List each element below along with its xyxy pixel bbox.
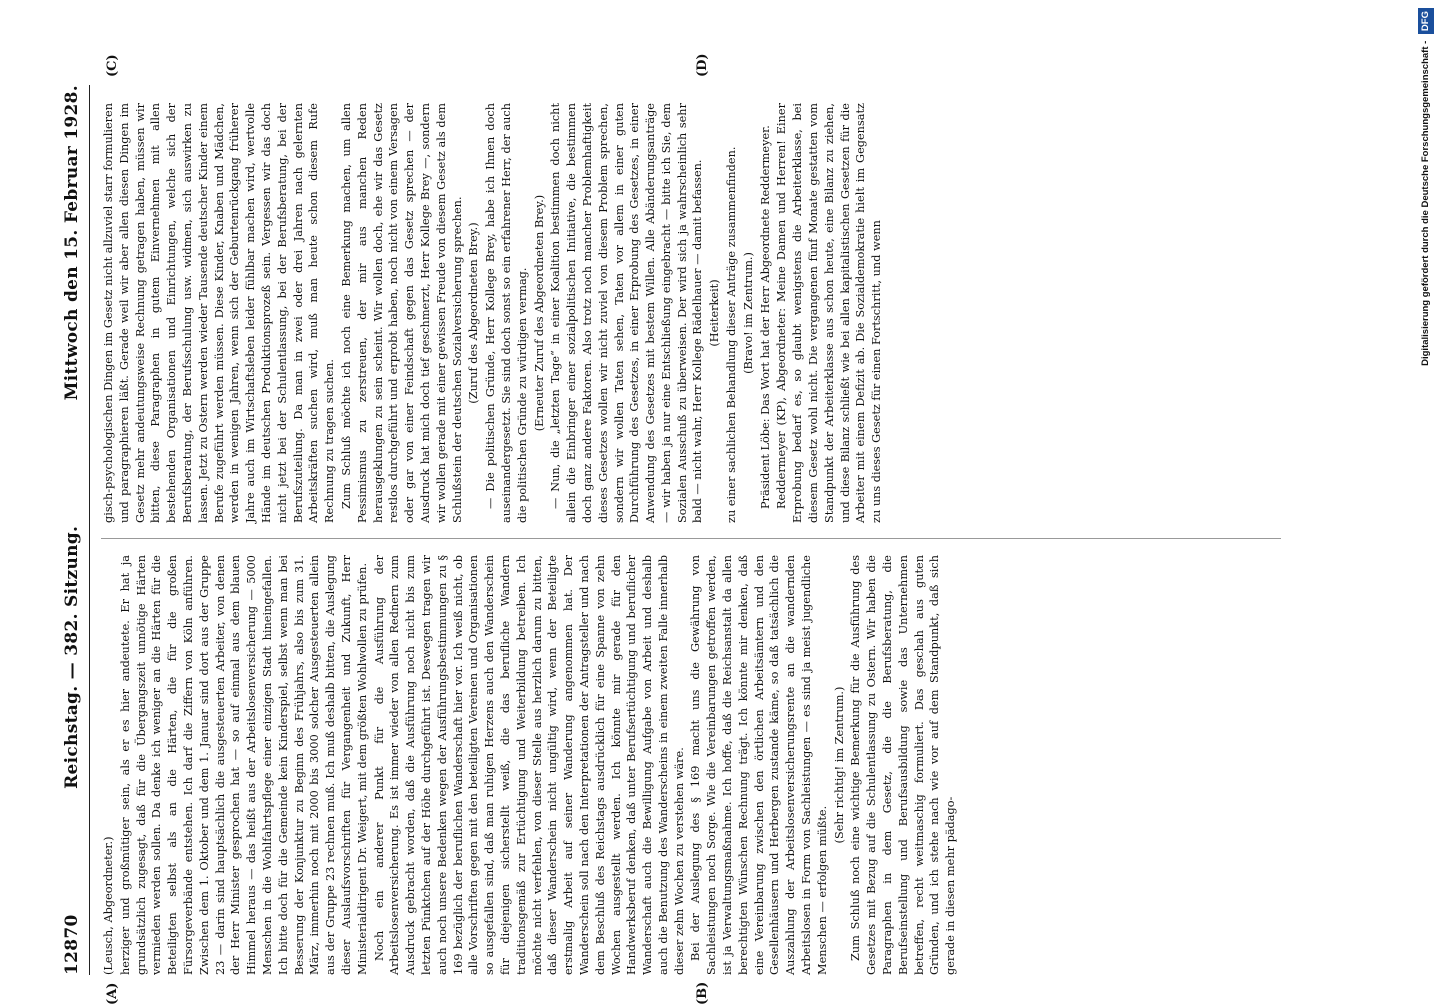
margin-marker-a: (A): [105, 982, 120, 1005]
paragraph: — Nun, die „letzten Tage“ in einer Koalition bestimmen doch nicht allein die Einbringer einer sozialpolitischen Initiative, die bestimmen doch ganz andere Faktoren. Also trotz noch mancher Problemhaftigkeit dieses Gesetzes wollen wir nicht zuviel von diesem Problem sprechen, sondern wir wollen Taten sehen, Taten vor allem in einer guten Durchführung des Gesetzes, in einer Erprobung des Gesetzes, in einer Anwendung des Gesetzes mit bestem Willen. Alle Abänderungsanträge — wir haben ja nur eine Entschließung eingebracht — bitte ich Sie, dem Sozialen Ausschuß zu überweisen. Der wird sich ja wahrscheinlich sehr bald — nicht wahr, Herr Kollege Rädelhauer — damit befassen.: [549, 103, 705, 523]
margin-marker-c: (C): [105, 54, 120, 77]
paragraph: gisch-psychologischen Dingen im Gesetz nicht allzuviel starr formulieren und paragraphieren läßt. Gerade weil wir aber allen diesen Dingen im Gesetz mehr andeutungsweise Rechnung getragen haben, müssen wir bitten, diese Paragraphen in gutem Einvernehmen mit allen bestehenden Organisationen und Einrichtungen, welche sich der Berufsberatung, der Berufsschulung usw. widmen, sich auswirken zu lassen. Jetzt zu Ostern werden wieder Tausende deutscher Kinder einem Berufe zugeführt werden müssen. Diese Kinder, Knaben und Mädchen, werden in wenigen Jahren, wenn sich der Geburtenrückgang früherer Jahre auch im Wirtschaftsleben leider fühlbar machen wird, wertvolle Hände im deutschen Produktionsprozeß sein. Vergessen wir das doch nicht jetzt bei der Schulentlassung, bei der Berufsberatung, bei der Berufszuteilung. Da man in zwei oder drei Jahren nach gelernten Arbeitskräften suchen wird, muß man heute schon diesem Rufe Rechnung zu tragen suchen.: [102, 103, 337, 523]
paragraph: — Die politischen Gründe, Herr Kollege Brey, habe ich Ihnen doch auseinandergesetzt. Sie sind doch sonst so ein erfahrener Herr, der auch die politischen Gründe zu würdigen vermag.: [484, 103, 529, 523]
paragraph: Zum Schluß noch eine wichtige Bemerkung für die Ausführung des Gesetzes mit Bezug auf die Schulentlassung zu Ostern. Wir haben die Paragraphen in dem Gesetz, die die Berufsberatung, die Berufseinstellung und Berufsausbildung sowie das Unternehmen betreffen, recht weitmaschig formuliert. Das geschah aus guten Gründen, und ich stehe nach wie vor auf dem Standpunkt, daß sich gerade in diesen mehr pädago-: [849, 555, 958, 975]
right-column: [101, 103, 886, 523]
interjection: (Heiterkeit): [708, 279, 722, 347]
session-date: Mittwoch den 15. Februar 1928.: [62, 85, 82, 401]
speaker-paragraph: Präsident Löbe: Das Wort hat der Herr Abgeordnete Reddermeyer.: [758, 125, 772, 509]
page-number: 12870: [62, 914, 82, 975]
speaker-line: (Leusch, Abgeordneter.): [102, 836, 115, 975]
interjection: (Bravo! im Zentrum.): [741, 252, 755, 374]
page-header: [55, 85, 90, 975]
digitization-credit: [1418, 8, 1434, 992]
paragraph: zu einer sachlichen Behandlung dieser Anträge zusammenfinden.: [725, 146, 739, 523]
rotated-print-area: [55, 53, 1315, 1005]
paragraph: Bei der Auslegung des § 169 macht uns die Gewährung von Sachleistungen noch Sorge. Wie die Vereinbarungen getroffen werden, ist ja Verwaltungsmaßnahme. Ich hoffe, daß die Reichsanstalt da allen berechtigten Wünschen Rechnung trägt. Ich könnte mir denken, daß eine Vereinbarung zwischen den örtlichen Arbeitsämtern und den Gesellenhäusern und Herbergen zustande käme, so daß tatsächlich die Auszahlung der Arbeitslosenversicherungsrente an die wandernden Arbeitslosen in Form von Sachleistungen — es sind ja meist jugendliche Menschen — erfolgen müßte.: [689, 555, 829, 975]
paragraph: Zum Schluß möchte ich noch eine Bemerkung machen, um allen Pessimismus zu zerstreuen, der mir aus manchen Reden herausgeklungen zu sein scheint. Wir wollen doch, ehe wir das Gesetz restlos durchgeführt und erprobt haben, noch nicht von einem Versagen oder gar von einer Feindschaft gegen das Gesetz sprechen — der Ausdruck hat mich doch tief geschmerzt, Herr Kollege Brey —, sondern wir wollen gerade mit einer gewissen Freude von diesem Gesetz als dem Schlußstein der deutschen Sozialversicherung sprechen.: [339, 103, 464, 523]
margin-marker-d: (D): [695, 53, 710, 77]
interjection: (Erneuter Zuruf des Abgeordneten Brey.): [532, 194, 546, 432]
paragraph: Noch ein anderer Punkt für die Ausführung der Arbeitslosenversicherung. Es ist immer wieder von allen Rednern zum Ausdruck gebracht worden, daß die Ausführung noch nicht bis zum letzten Pünktchen auf der Höhe durchgeführt ist. Deswegen tragen wir auch noch unsere Bedenken wegen der Ausführungsbestimmungen zu § 169 bezüglich der beruflichen Wanderschaft hier vor. Ich weiß nicht, ob alle Vorschriften gegen mit den beteiligten Vereinen und Organisationen so ausgefallen sind, daß man ruhigen Herzens auch den Wanderschein für diejenigen sicherstellt weiß, die das berufliche Wandern traditionsgemäß zur Ertüchtigung und Weiterbildung betreiben. Ich möchte nicht verfehlen, von dieser Stelle aus herzlich darum zu bitten, daß dieser Wanderschein nicht ungültig wird, wenn der Beteiligte erstmalig Arbeit auf seiner Wanderung angenommen hat. Der Wanderschein soll nach den Interpretationen der Antragsteller und nach dem Beschluß des Reichstags ausdrücklich für eine Spanne von zehn Wochen ausgestellt werden. Ich könnte mir gerade für den Handwerksberuf denken, daß unter Berufsertüchtigung und beruflicher Wanderschaft auch die Bewilligung Aufgabe von Arbeit und deshalb auch die Benutzung des Wanderscheins in einem zweiten Falle innerhalb dieser zehn Wochen zu verstehen wäre.: [372, 555, 686, 975]
credit-text: Digitalisierung gefördert durch die Deutsche Forschungsgemeinschaft -: [1420, 40, 1431, 366]
paragraph: herziger und großmütiger sein, als er es hier andeutete. Er hat ja grundsätzlich zugesagt, daß für die Übergangszeit unnötige Härten vermieden werden sollen. Da denke ich weniger an die Härten für die Beteiligten selbst als an die Härten, die für die großen Fürsorgeverbände entstehen. Ich darf die Ziffern von Köln anführen. Zwischen dem 1. Oktober und dem 1. Januar sind dort aus der Gruppe 23 — darin sind hauptsächlich die ausgesteuerten Arbeiter, von denen der Herr Minister gesprochen hat — so auf einmal aus dem blauen Himmel heraus — das heißt aus der Arbeitslosenversicherung — 5000 Menschen in die Wohlfahrtspflege einer einzigen Stadt hineingefallen. Ich bitte doch für die Gemeinde kein Kinderspiel, selbst wenn man bei Besserung der Konjunktur zu Beginn des Frühjahrs, also bis zum 31. März, immerhin noch mit 2000 bis 3000 solcher Ausgesteuerten allein aus der Gruppe 23 rechnen muß. Ich muß deshalb bitten, die Auslegung dieser Auslaufsvorschriften für Vergangenheit und Zukunft, Herr Ministerialdirigent Dr. Weigert, mit dem größten Wohlwollen zu prüfen.: [118, 555, 369, 975]
interjection: (Zuruf des Abgeordneten Brey.): [467, 222, 481, 404]
speaker-paragraph: Reddermeyer (KP), Abgeordneter: Meine Damen und Herren! Einer Erprobung bedarf es, so glaubt wenigstens die Arbeiterklasse, bei diesem Gesetz wohl nicht. Die vergangenen fünf Monate gestatten vom Standpunkt der Arbeiterklasse aus schon heute, eine Bilanz zu ziehen, und diese Bilanz schließt wie bei allen kapitalistischen Gesetzen für die Arbeiter mit einem Defizit ab. Die Sozialdemokratie hielt im Gegensatz zu uns dieses Gesetz für einen Fortschritt, und wenn: [775, 103, 884, 523]
dfg-logo: DFG: [1418, 8, 1434, 34]
column-divider: [101, 538, 1281, 539]
margin-marker-b: (B): [695, 981, 710, 1005]
session-title: Reichstag. — 382. Sitzung.: [62, 525, 82, 789]
interjection: (Sehr richtig! im Zentrum.): [832, 686, 846, 844]
left-column: [101, 555, 960, 975]
